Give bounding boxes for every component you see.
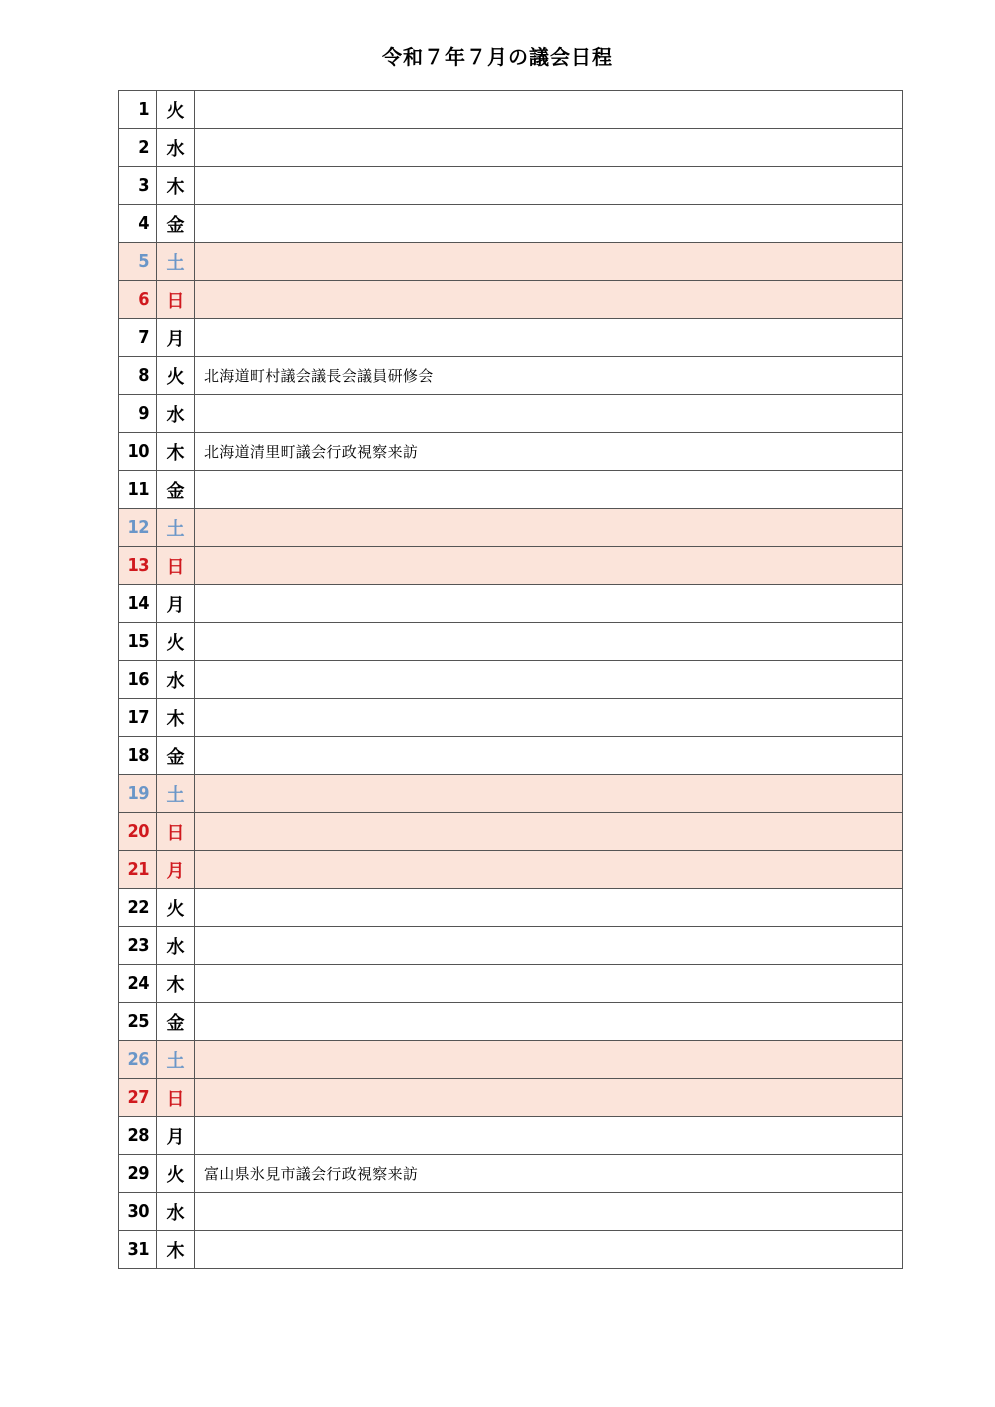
event-cell	[195, 1231, 903, 1269]
day-number: 12	[119, 509, 157, 547]
schedule-row	[119, 927, 903, 965]
weekday-label: 水	[157, 1193, 195, 1231]
schedule-row	[119, 889, 903, 927]
event-cell	[195, 585, 903, 623]
day-number: 9	[119, 395, 157, 433]
event-cell	[195, 927, 903, 965]
event-cell	[195, 1079, 903, 1117]
weekday-label: 火	[157, 623, 195, 661]
day-number: 23	[119, 927, 157, 965]
event-cell	[195, 471, 903, 509]
schedule-row	[119, 1041, 903, 1079]
weekday-label: 火	[157, 1155, 195, 1193]
weekday-label: 日	[157, 1079, 195, 1117]
weekday-label: 火	[157, 357, 195, 395]
schedule-row	[119, 1117, 903, 1155]
schedule-row	[119, 205, 903, 243]
day-number: 29	[119, 1155, 157, 1193]
event-cell	[195, 813, 903, 851]
day-number: 21	[119, 851, 157, 889]
day-number: 19	[119, 775, 157, 813]
day-number: 22	[119, 889, 157, 927]
event-cell	[195, 623, 903, 661]
event-cell	[195, 243, 903, 281]
day-number: 1	[119, 91, 157, 129]
weekday-label: 木	[157, 167, 195, 205]
schedule-row	[119, 433, 903, 471]
weekday-label: 土	[157, 1041, 195, 1079]
schedule-row	[119, 1155, 903, 1193]
day-number: 6	[119, 281, 157, 319]
weekday-label: 木	[157, 699, 195, 737]
event-cell	[195, 699, 903, 737]
schedule-row	[119, 129, 903, 167]
event-cell	[195, 167, 903, 205]
day-number: 4	[119, 205, 157, 243]
schedule-row	[119, 281, 903, 319]
event-cell	[195, 129, 903, 167]
weekday-label: 木	[157, 965, 195, 1003]
schedule-row	[119, 471, 903, 509]
weekday-label: 月	[157, 1117, 195, 1155]
weekday-label: 月	[157, 851, 195, 889]
event-cell	[195, 509, 903, 547]
day-number: 16	[119, 661, 157, 699]
event-cell	[195, 205, 903, 243]
schedule-row	[119, 547, 903, 585]
schedule-row	[119, 509, 903, 547]
event-cell	[195, 1041, 903, 1079]
weekday-label: 木	[157, 433, 195, 471]
event-cell: 北海道町村議会議長会議員研修会	[195, 357, 903, 395]
event-cell	[195, 661, 903, 699]
schedule-row	[119, 737, 903, 775]
schedule-row	[119, 623, 903, 661]
weekday-label: 金	[157, 737, 195, 775]
schedule-row	[119, 319, 903, 357]
day-number: 2	[119, 129, 157, 167]
day-number: 8	[119, 357, 157, 395]
schedule-row	[119, 395, 903, 433]
weekday-label: 月	[157, 319, 195, 357]
weekday-label: 日	[157, 547, 195, 585]
page-title: 令和７年７月の議会日程	[382, 45, 613, 69]
event-cell	[195, 775, 903, 813]
day-number: 25	[119, 1003, 157, 1041]
event-cell	[195, 1003, 903, 1041]
day-number: 17	[119, 699, 157, 737]
schedule-row	[119, 243, 903, 281]
weekday-label: 土	[157, 243, 195, 281]
day-number: 14	[119, 585, 157, 623]
weekday-label: 水	[157, 395, 195, 433]
schedule-row	[119, 585, 903, 623]
day-number: 31	[119, 1231, 157, 1269]
event-cell	[195, 395, 903, 433]
schedule-row	[119, 661, 903, 699]
schedule-row	[119, 813, 903, 851]
day-number: 11	[119, 471, 157, 509]
schedule-row	[119, 699, 903, 737]
weekday-label: 日	[157, 281, 195, 319]
day-number: 20	[119, 813, 157, 851]
schedule-body	[119, 91, 903, 1269]
schedule-row	[119, 965, 903, 1003]
weekday-label: 金	[157, 471, 195, 509]
weekday-label: 土	[157, 775, 195, 813]
weekday-label: 木	[157, 1231, 195, 1269]
event-cell: 富山県氷見市議会行政視察来訪	[195, 1155, 903, 1193]
event-cell	[195, 965, 903, 1003]
weekday-label: 金	[157, 1003, 195, 1041]
event-cell	[195, 281, 903, 319]
schedule-row	[119, 1079, 903, 1117]
day-number: 27	[119, 1079, 157, 1117]
schedule-row	[119, 1231, 903, 1269]
event-cell: 北海道清里町議会行政視察来訪	[195, 433, 903, 471]
day-number: 13	[119, 547, 157, 585]
day-number: 5	[119, 243, 157, 281]
event-cell	[195, 91, 903, 129]
weekday-label: 土	[157, 509, 195, 547]
schedule-row	[119, 357, 903, 395]
event-cell	[195, 1117, 903, 1155]
day-number: 18	[119, 737, 157, 775]
event-cell	[195, 319, 903, 357]
weekday-label: 月	[157, 585, 195, 623]
day-number: 3	[119, 167, 157, 205]
schedule-row	[119, 1003, 903, 1041]
schedule-row	[119, 1193, 903, 1231]
event-cell	[195, 547, 903, 585]
day-number: 26	[119, 1041, 157, 1079]
weekday-label: 水	[157, 129, 195, 167]
day-number: 15	[119, 623, 157, 661]
schedule-row	[119, 167, 903, 205]
schedule-row	[119, 775, 903, 813]
weekday-label: 水	[157, 927, 195, 965]
weekday-label: 水	[157, 661, 195, 699]
day-number: 24	[119, 965, 157, 1003]
day-number: 30	[119, 1193, 157, 1231]
weekday-label: 火	[157, 91, 195, 129]
weekday-label: 火	[157, 889, 195, 927]
event-cell	[195, 1193, 903, 1231]
day-number: 28	[119, 1117, 157, 1155]
schedule-table	[118, 90, 903, 1269]
schedule-row	[119, 851, 903, 889]
schedule-row	[119, 91, 903, 129]
weekday-label: 金	[157, 205, 195, 243]
day-number: 10	[119, 433, 157, 471]
event-cell	[195, 889, 903, 927]
day-number: 7	[119, 319, 157, 357]
event-cell	[195, 851, 903, 889]
event-cell	[195, 737, 903, 775]
weekday-label: 日	[157, 813, 195, 851]
